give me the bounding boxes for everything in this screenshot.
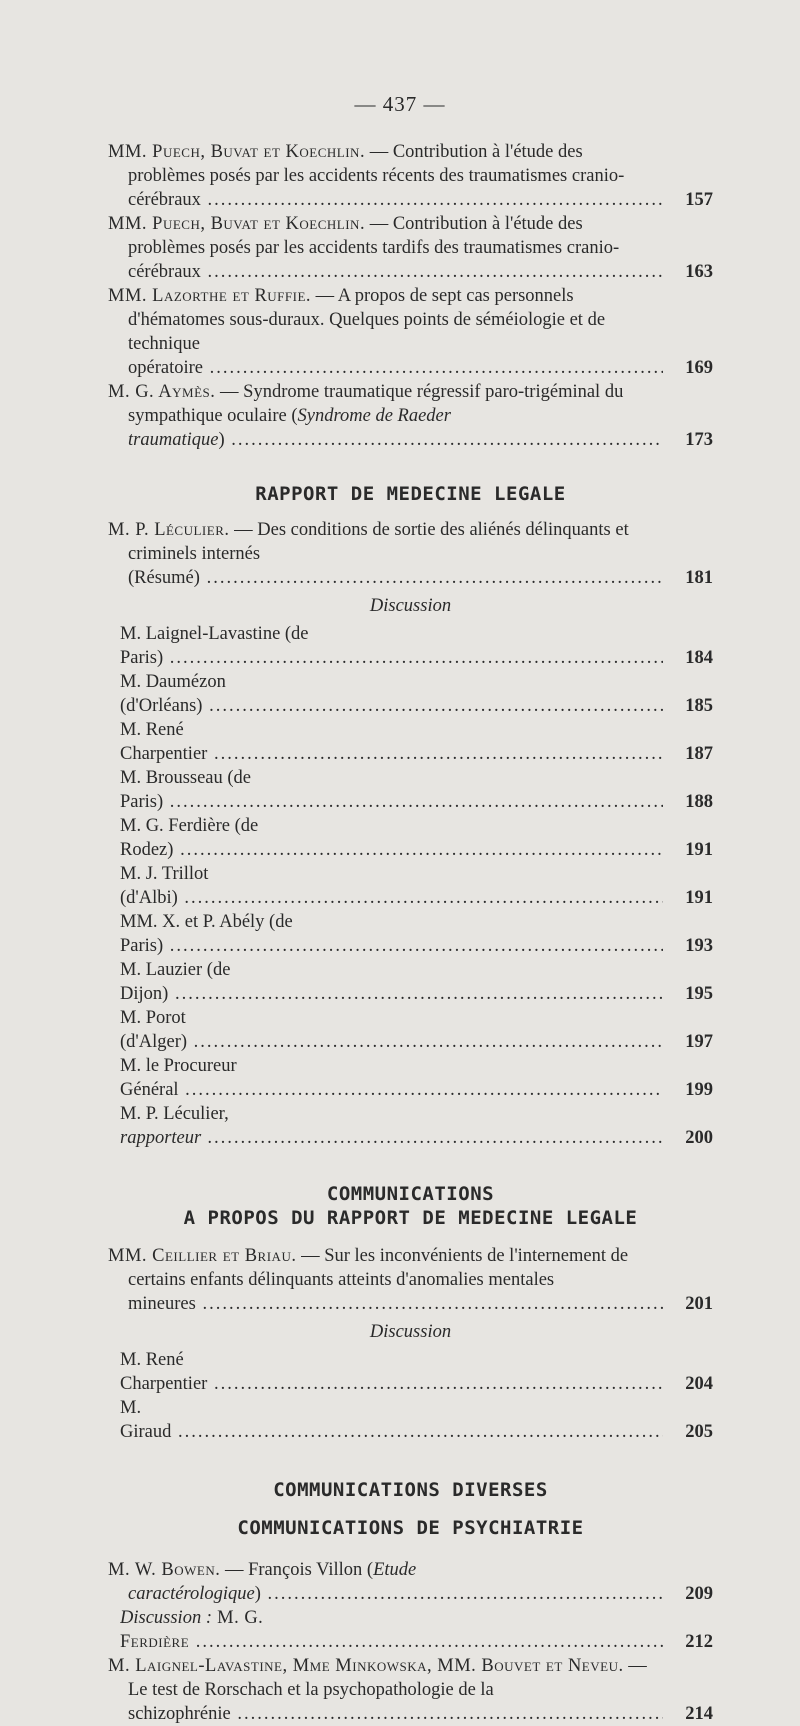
toc-entry	[108, 518, 713, 590]
discussion-label: Discussion :	[120, 1608, 212, 1628]
entry-name: M. Giraud .....	[120, 1398, 663, 1442]
section-heading: COMMUNICATIONS	[326, 1183, 495, 1205]
section-heading: COMMUNICATIONS DIVERSES	[273, 1479, 548, 1501]
entry-page: 193	[685, 936, 713, 956]
toc-entry	[108, 814, 713, 862]
entry-title: — Contribution à l'étude des problèmes posés par les accidents tardifs des traumatismes cranio-cérébraux .....	[128, 214, 663, 282]
entry-page: 191	[685, 888, 713, 908]
toc-entry	[108, 1244, 713, 1316]
entry-authors: M. G. Aymès.	[108, 382, 216, 402]
toc-entry	[108, 862, 713, 910]
entry-name: M. Daumézon (d'Orléans) .....	[120, 672, 663, 716]
toc-entry	[108, 622, 713, 670]
discussion-heading: Discussion	[369, 596, 452, 616]
entry-authors: MM. Puech, Buvat et Koechlin.	[108, 142, 366, 162]
entry-page: 199	[685, 1080, 713, 1100]
toc-entry	[108, 718, 713, 766]
entry-title: — Des conditions de sortie des aliénés délinquants et criminels internés (Résumé) .....	[128, 520, 663, 588]
toc-entry	[108, 910, 713, 958]
entry-name: M. Laignel-Lavastine (de Paris) .....	[120, 624, 663, 668]
entry-authors: MM. Puech, Buvat et Koechlin.	[108, 214, 366, 234]
entry-title: — François Villon (	[220, 1560, 374, 1580]
entry-name: MM. X. et P. Abély (de Paris) .....	[120, 912, 663, 956]
toc-entry	[108, 1654, 713, 1726]
entry-title-end: ) .....	[218, 430, 663, 450]
entry-name: M. Lauzier (de Dijon) .....	[120, 960, 663, 1004]
entry-title: — Syndrome traumatique régressif paro-trigéminal du sympathique oculaire (	[128, 382, 624, 426]
toc-entry	[108, 1006, 713, 1054]
section-heading: COMMUNICATIONS DE PSYCHIATRIE	[237, 1517, 584, 1539]
entry-page: 169	[685, 358, 713, 378]
entry-title-end: ) .....	[255, 1584, 663, 1604]
toc-entry	[108, 380, 713, 452]
entry-page: 173	[685, 430, 713, 450]
entry-page: 212	[685, 1632, 713, 1652]
entry-page: 195	[685, 984, 713, 1004]
entry-page: 181	[685, 568, 713, 588]
table-of-contents	[108, 140, 713, 1726]
section-heading: A PROPOS DU RAPPORT DE MEDECINE LEGALE	[183, 1207, 638, 1229]
entry-name-italic: rapporteur .....	[120, 1128, 663, 1148]
entry-name: M. J. Trillot (d'Albi) .....	[120, 864, 663, 908]
entry-page: 163	[685, 262, 713, 282]
entry-page: 188	[685, 792, 713, 812]
toc-entry	[108, 1054, 713, 1102]
toc-entry	[108, 284, 713, 380]
entry-authors: MM. Ceillier et Briau.	[108, 1246, 297, 1266]
entry-name: M. G. Ferdière (de Rodez) .....	[120, 816, 663, 860]
entry-title-italic: Etude caractérologique	[128, 1560, 417, 1604]
toc-entry	[108, 1606, 713, 1654]
entry-page: 184	[685, 648, 713, 668]
entry-name: M. Porot (d'Alger) .....	[120, 1008, 663, 1052]
entry-name: M. René Charpentier .....	[120, 720, 663, 764]
toc-entry	[108, 140, 713, 212]
entry-authors: M. W. Bowen.	[108, 1560, 221, 1580]
entry-page: 197	[685, 1032, 713, 1052]
entry-authors: MM. Lazorthe et Ruffie.	[108, 286, 312, 306]
entry-name: M. P. Léculier,	[120, 1104, 229, 1124]
toc-entry	[108, 1558, 713, 1606]
toc-entry	[108, 1396, 713, 1444]
entry-page: 185	[685, 696, 713, 716]
toc-entry	[108, 766, 713, 814]
entry-page: 157	[685, 190, 713, 210]
entry-page: 187	[685, 744, 713, 764]
toc-entry	[108, 670, 713, 718]
page-number: — 437 —	[354, 92, 446, 116]
entry-title: — Le test de Rorschach et la psychopathologie de la schizophrénie .....	[128, 1656, 663, 1724]
entry-title-italic: Syndrome de Raeder traumatique	[128, 406, 451, 450]
discussion-heading: Discussion	[369, 1322, 452, 1342]
entry-page: 214	[685, 1704, 713, 1724]
entry-name: M. Brousseau (de Paris) .....	[120, 768, 663, 812]
toc-entry	[108, 1102, 713, 1150]
entry-page: 209	[685, 1584, 713, 1604]
entry-page: 191	[685, 840, 713, 860]
entry-authors: M. P. Léculier.	[108, 520, 230, 540]
entry-title: — A propos de sept cas personnels d'hématomes sous-duraux. Quelques points de séméiologie et de technique opératoire .....	[128, 286, 663, 378]
entry-page: 204	[685, 1374, 713, 1394]
toc-entry	[108, 212, 713, 284]
section-heading: RAPPORT DE MEDECINE LEGALE	[255, 483, 566, 505]
toc-entry	[108, 1348, 713, 1396]
entry-authors: M. Laignel-Lavastine, Mme Minkowska, MM. Bouvet et Neveu.	[108, 1656, 624, 1676]
entry-name: M. G. Ferdière .....	[120, 1608, 663, 1652]
entry-title: — Contribution à l'étude des problèmes posés par les accidents récents des traumatismes cranio-cérébraux .....	[128, 142, 663, 210]
entry-page: 200	[685, 1128, 713, 1148]
entry-title: — Sur les inconvénients de l'internement de certains enfants délinquants atteints d'anomalies mentales mineures .....	[128, 1246, 663, 1314]
entry-name: M. René Charpentier .....	[120, 1350, 663, 1394]
toc-entry	[108, 958, 713, 1006]
entry-name: M. le Procureur Général .....	[120, 1056, 663, 1100]
entry-page: 205	[685, 1422, 713, 1442]
entry-page: 201	[685, 1294, 713, 1314]
